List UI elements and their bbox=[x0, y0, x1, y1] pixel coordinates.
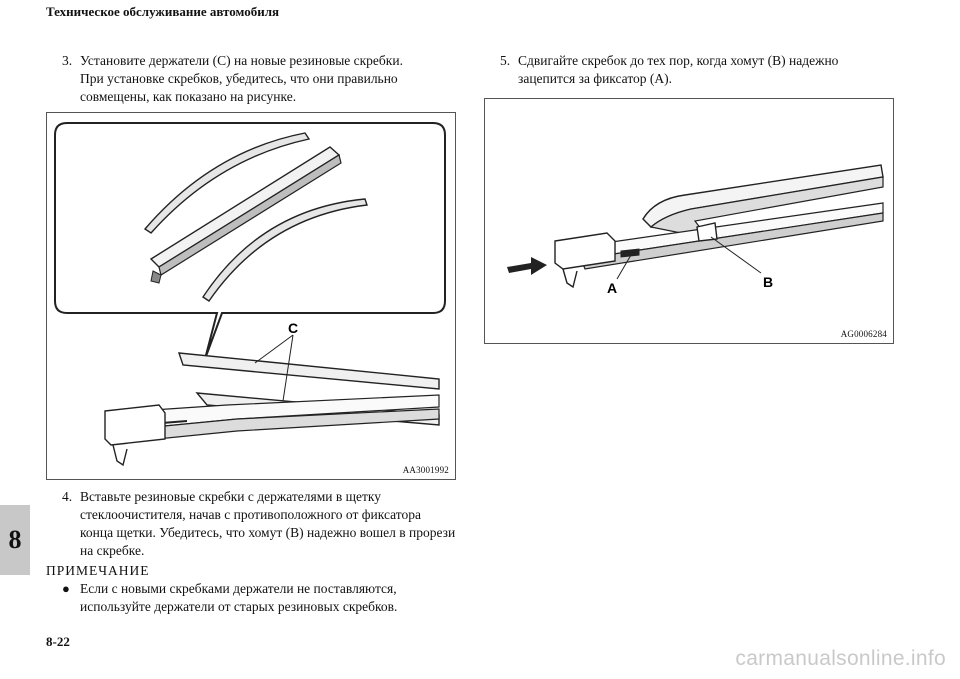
note-bullet bbox=[62, 580, 462, 616]
step-5-line-2: зацепится за фиксатор (A). bbox=[518, 71, 673, 86]
chapter-tab: 8 bbox=[0, 505, 30, 575]
step-4-line-1: Вставьте резиновые скребки с держателями в щетку bbox=[80, 489, 381, 504]
step-4-line-3: конца щетки. Убедитесь, что хомут (B) надежно вошел в прорези bbox=[80, 525, 456, 540]
page-number: 8-22 bbox=[46, 634, 70, 649]
figure-holders-install bbox=[46, 112, 456, 480]
watermark: carmanualsonline.info bbox=[735, 647, 946, 670]
step-4-line-2: стеклоочистителя, начав с противоположного от фиксатора bbox=[80, 507, 421, 522]
note-line-2: используйте держатели от старых резиновых скребков. bbox=[80, 599, 398, 614]
holder-strip-upper bbox=[179, 353, 439, 389]
step-4-number: 4. bbox=[62, 489, 73, 504]
step-3 bbox=[62, 52, 462, 106]
page-header: Техническое обслуживание автомобиля bbox=[46, 4, 280, 19]
label-a: A bbox=[607, 280, 618, 296]
figure-code-right: AG0006284 bbox=[840, 329, 887, 339]
figure-clamp-lock bbox=[484, 98, 894, 344]
step-3-number: 3. bbox=[62, 53, 73, 68]
label-c: C bbox=[288, 320, 299, 336]
note-title: ПРИМЕЧАНИЕ bbox=[46, 563, 150, 578]
figure-code-left: AA3001992 bbox=[402, 465, 449, 475]
clamp-b bbox=[697, 223, 717, 241]
note-line-1: Если с новыми скребками держатели не поставляются, bbox=[80, 581, 397, 596]
clamp-illustration bbox=[485, 99, 893, 343]
step-4 bbox=[62, 488, 462, 560]
leader-c-1 bbox=[255, 335, 293, 363]
step-5 bbox=[500, 52, 910, 88]
direction-arrow-icon bbox=[507, 257, 547, 275]
label-b: B bbox=[763, 274, 774, 290]
step-3-line-3: совмещены, как показано на рисунке. bbox=[80, 89, 297, 104]
step-3-line-1: Установите держатели (C) на новые резиновые скребки. bbox=[80, 53, 403, 68]
holders-illustration bbox=[47, 113, 455, 479]
step-3-line-2: При установке скребков, убедитесь, что они правильно bbox=[80, 71, 398, 86]
bullet-icon: ● bbox=[62, 581, 70, 596]
step-5-line-1: Сдвигайте скребок до тех пор, когда хомут (B) надежно bbox=[518, 53, 839, 68]
end-cap bbox=[105, 405, 165, 445]
step-4-line-4: на скребке. bbox=[80, 543, 145, 558]
step-5-number: 5. bbox=[500, 53, 511, 68]
